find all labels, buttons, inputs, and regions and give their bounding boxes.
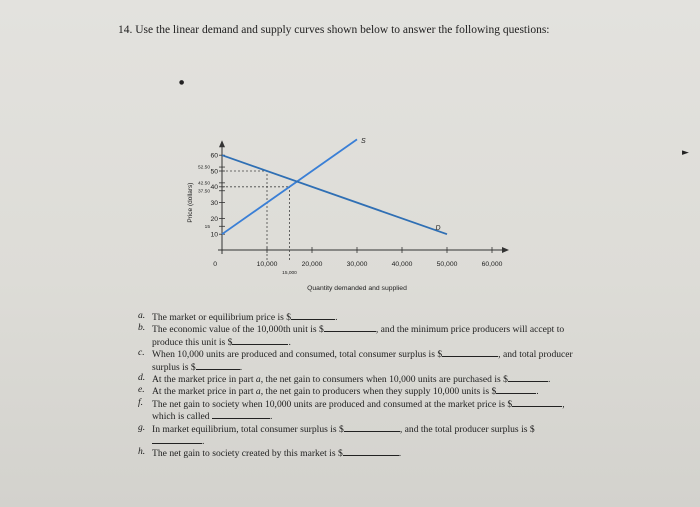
question-e (138, 385, 578, 397)
y-tick-label: 10 (210, 231, 218, 239)
answer-blank[interactable] (442, 348, 498, 357)
question-letter: f. (138, 396, 144, 408)
question-g (138, 423, 578, 448)
question-list (138, 311, 578, 460)
question-d (138, 373, 578, 385)
question-letter: g. (138, 421, 146, 433)
y-tick-label: 40 (210, 184, 218, 192)
answer-blank[interactable] (512, 398, 562, 407)
x-tick-label: 10,000 (256, 261, 278, 268)
x-axis-arrow-icon (502, 247, 509, 253)
answer-blank[interactable] (343, 447, 399, 456)
question-text: . (335, 312, 338, 323)
question-text: The net gain to society when 10,000 units are produced and consumed at the market price is $ (152, 398, 513, 410)
y-tick-label: 52.50 (197, 165, 210, 171)
y-axis-title: Price (dollars) (187, 182, 194, 223)
question-emphasis: a (255, 386, 261, 398)
question-text: , the net gain to producers when they supply 10,000 units is $ (260, 386, 497, 398)
x-tick-label: 60,000 (481, 261, 503, 268)
question-letter: d. (138, 372, 146, 384)
question-letter: h. (138, 446, 146, 458)
question-text: , the net gain to consumers when 10,000 units are purchased is $ (260, 374, 508, 386)
question-text: . (547, 374, 551, 386)
question-text: At the market price in part (152, 374, 256, 386)
question-text: , and the total producer surplus is $ (399, 423, 535, 435)
question-text: The economic value of the 10,000th unit is $ (152, 324, 324, 336)
question-text: . (398, 448, 402, 460)
answer-blank[interactable] (291, 311, 335, 320)
x-tick-label: 50,000 (436, 261, 458, 268)
question-letter: c. (138, 347, 145, 359)
question-emphasis: a (255, 374, 261, 386)
y-tick-label: 15 (204, 224, 210, 230)
question-letter: a. (138, 310, 146, 321)
question-text: , which is called (152, 398, 565, 423)
question-text: . (536, 386, 539, 398)
question-text: . (269, 411, 273, 423)
x-tick-label: 30,000 (346, 261, 368, 268)
question-letter: e. (138, 384, 145, 396)
question-text: The market or equilibrium price is $ (152, 312, 292, 323)
y-tick-label: 42.50 (197, 181, 210, 187)
x-axis-title: Quantity demanded and supplied (307, 285, 407, 292)
question-text: , and the minimum price producers will accept to produce this unit is $ (152, 324, 565, 348)
question-h (138, 447, 578, 459)
answer-blank[interactable] (324, 323, 376, 332)
question-b (138, 323, 578, 348)
question-text: At the market price in part (152, 386, 256, 398)
question-title: 14. Use the linear demand and supply curves shown below to answer the following questions: (118, 24, 550, 36)
x-tick-label: 40,000 (391, 261, 413, 268)
answer-blank[interactable] (508, 373, 548, 382)
question-text: In market equilibrium, total consumer surplus is $ (152, 423, 344, 435)
question-text: . (239, 361, 243, 373)
y-tick-label: 50 (210, 168, 218, 176)
question-c (138, 348, 578, 373)
question-text: . (202, 436, 205, 448)
y-tick-label: 30 (210, 199, 218, 207)
answer-blank[interactable] (152, 435, 202, 444)
x-minor-tick-label: 15,000 (282, 271, 297, 276)
answer-blank[interactable] (496, 385, 536, 394)
answer-blank[interactable] (344, 423, 400, 432)
y-tick-label: 60 (210, 152, 218, 160)
question-letter: b. (138, 322, 146, 334)
question-f (138, 398, 578, 423)
question-text: When 10,000 units are produced and consumed, total consumer surplus is $ (152, 349, 443, 361)
supply-curve-label: S (361, 137, 366, 145)
question-text: The net gain to society created by this market is $ (152, 448, 343, 460)
y-tick-label: 20 (210, 215, 218, 223)
y-axis-arrow-icon (219, 140, 225, 147)
question-text: , and total producer surplus is $ (152, 349, 573, 373)
y-tick-label: 37.50 (197, 189, 210, 195)
answer-blank[interactable] (196, 361, 240, 370)
question-a (138, 311, 578, 323)
answer-blank[interactable] (212, 410, 270, 419)
demand-curve (222, 155, 447, 234)
question-text: . (288, 336, 291, 348)
x-tick-label: 0 (213, 261, 217, 268)
x-tick-label: 20,000 (301, 261, 323, 268)
demand-curve-label: D (435, 224, 441, 232)
cursor-arrow-icon: ► (682, 148, 689, 158)
dot-mark-icon: ● (179, 79, 185, 86)
answer-blank[interactable] (232, 336, 288, 345)
